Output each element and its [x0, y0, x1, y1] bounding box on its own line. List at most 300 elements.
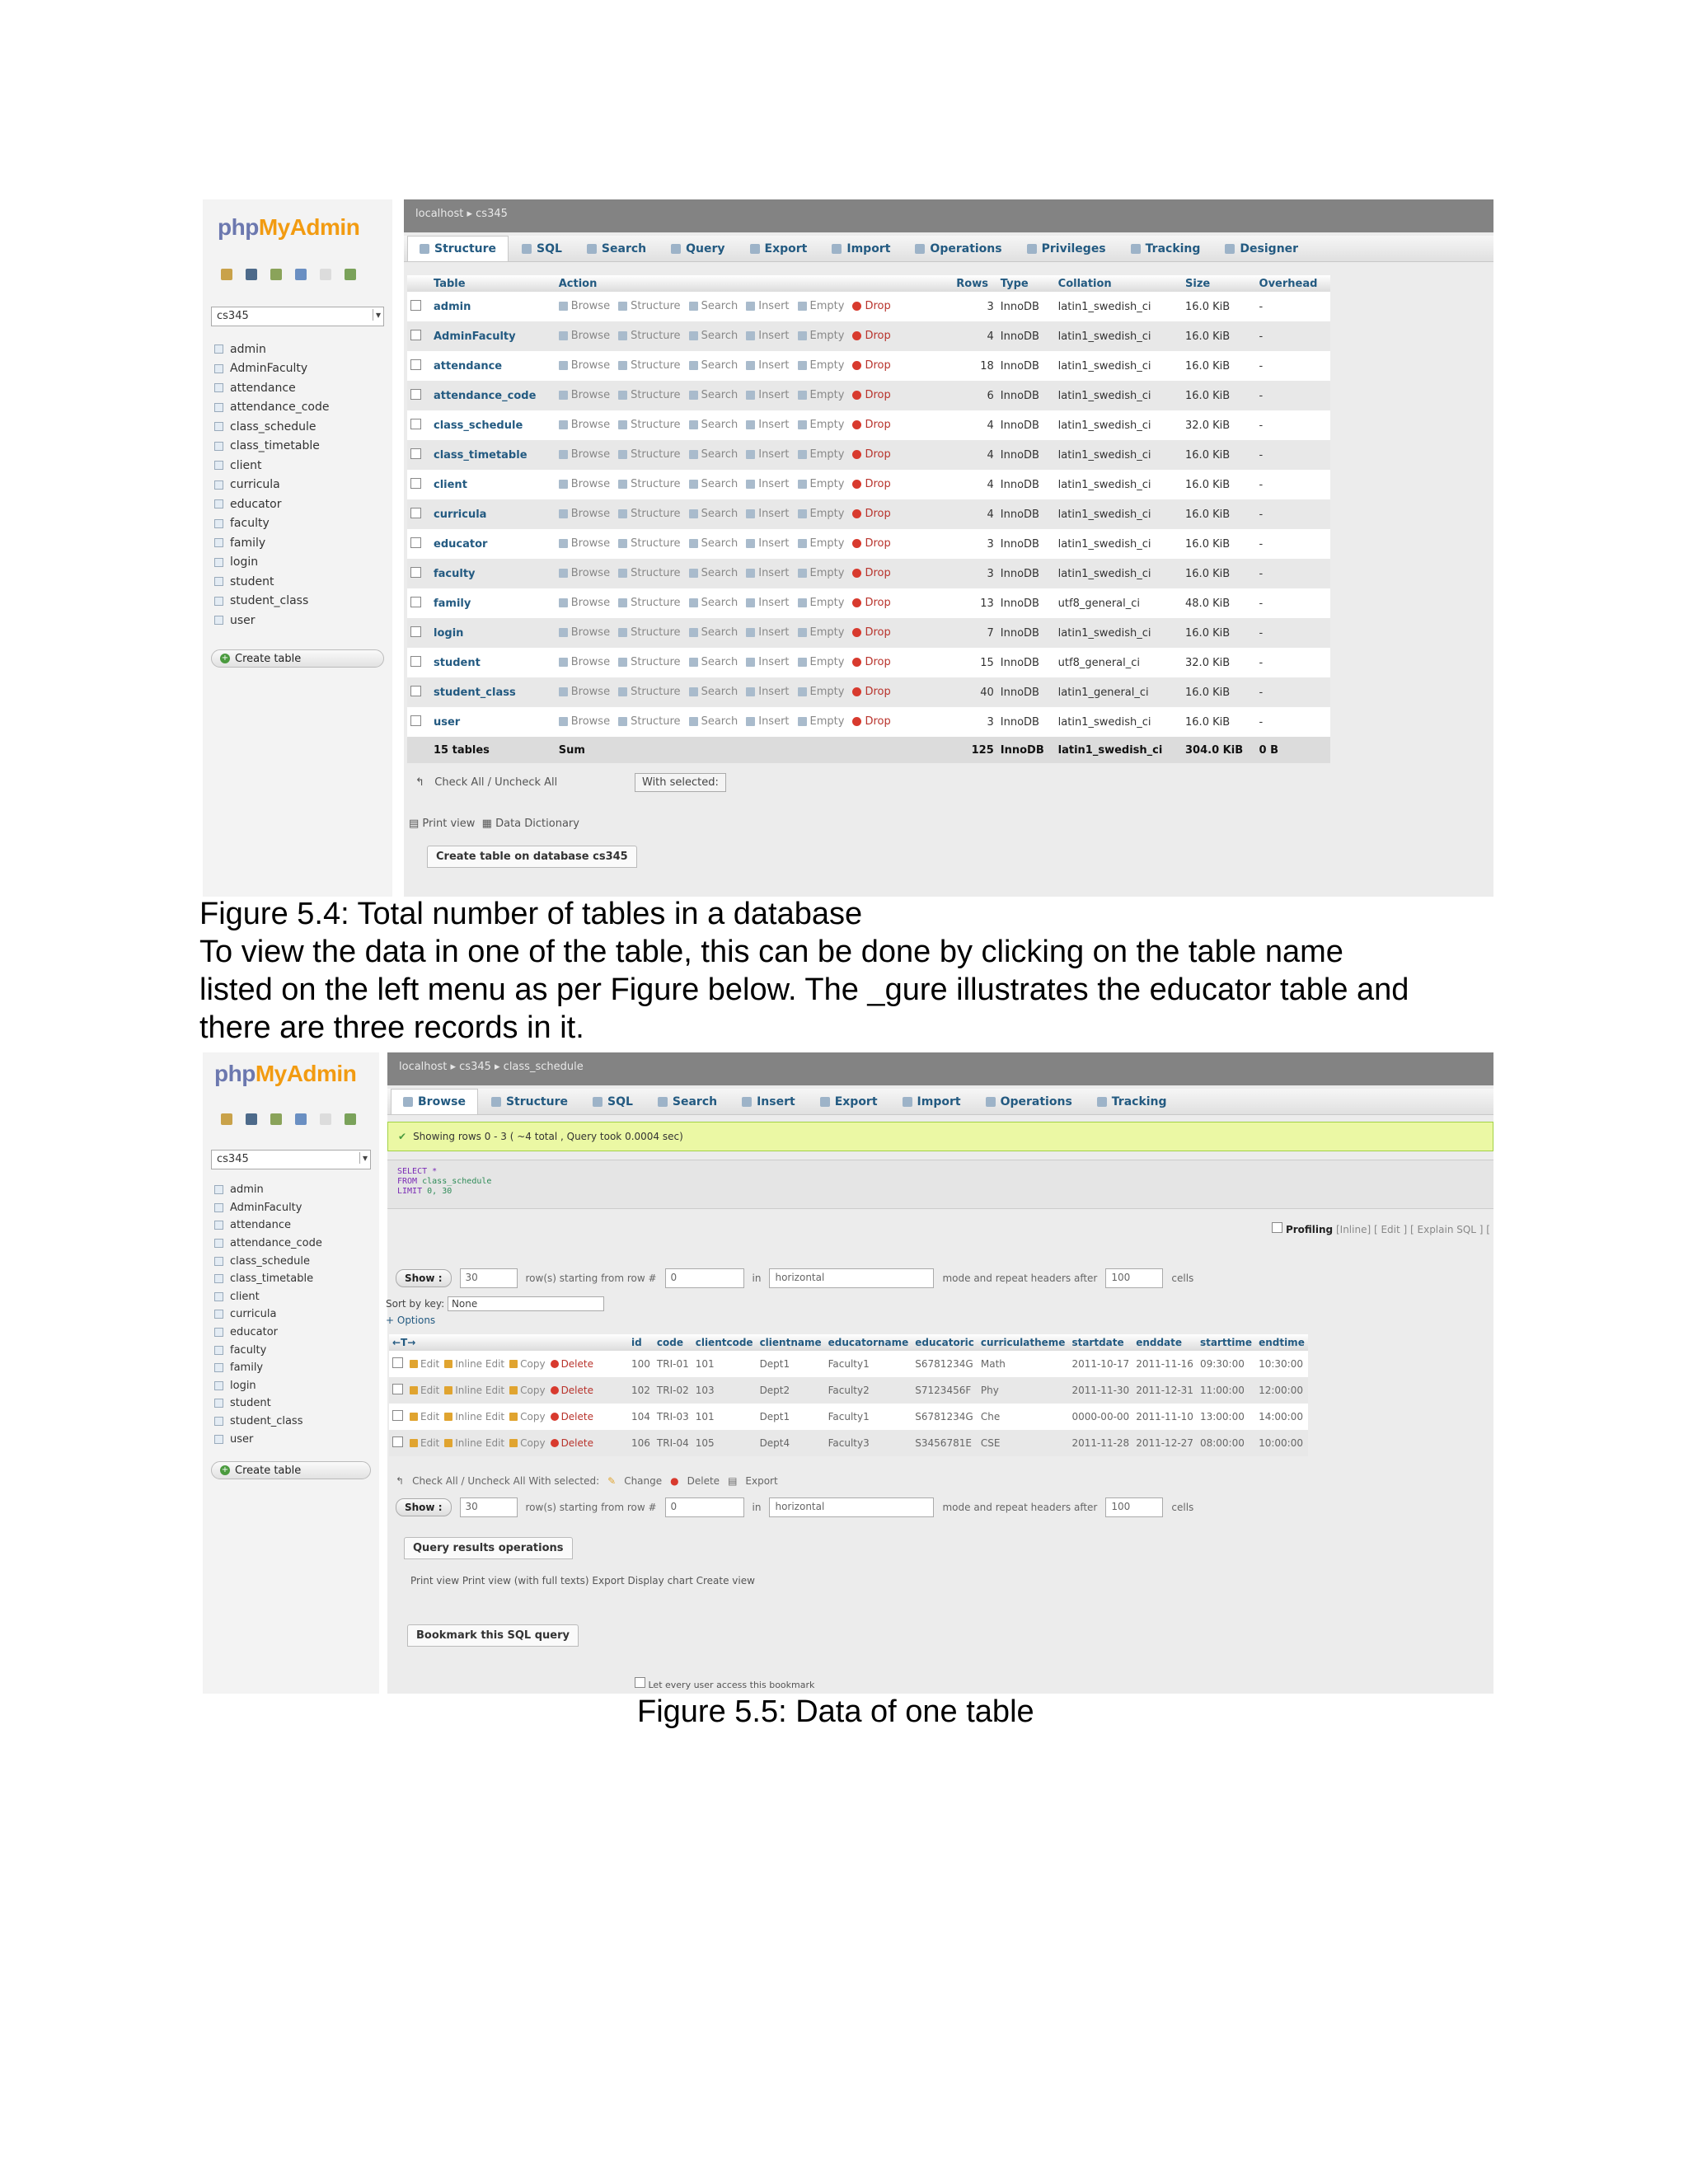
tab-designer[interactable]: Designer — [1213, 236, 1310, 261]
exit-icon[interactable] — [246, 1113, 257, 1125]
table-name-link[interactable]: user — [430, 707, 556, 737]
show-button[interactable]: Show : — [396, 1498, 452, 1516]
browse-action[interactable]: Browse — [559, 508, 610, 520]
docs-icon[interactable] — [320, 269, 331, 280]
drop-action[interactable]: Drop — [852, 626, 890, 639]
search-icon — [689, 717, 698, 726]
empty-action[interactable]: Empty — [798, 330, 845, 342]
summary-overhead: 0 B — [1256, 737, 1330, 763]
cell-startdate: 2011-10-17 — [1068, 1351, 1132, 1377]
column-header-educatoric[interactable]: educatoric — [912, 1334, 978, 1351]
column-header-educatorname[interactable]: educatorname — [825, 1334, 912, 1351]
tab-insert[interactable]: Insert — [730, 1089, 807, 1114]
copy-action[interactable]: Copy — [509, 1437, 545, 1449]
help-icon[interactable] — [295, 269, 307, 280]
browse-icon — [559, 302, 568, 311]
browse-action[interactable]: Browse — [559, 537, 610, 550]
table-icon — [214, 538, 223, 547]
check-all-link[interactable]: ↰ Check All / Uncheck All — [415, 776, 558, 789]
start-row-input[interactable]: 0 — [665, 1497, 744, 1517]
structure-action[interactable]: Structure — [618, 567, 680, 579]
insert-action[interactable]: Insert — [746, 597, 789, 609]
record-checkbox[interactable] — [392, 1357, 403, 1368]
exit-icon[interactable] — [246, 269, 257, 280]
database-select[interactable]: cs345 ▾ — [211, 1150, 371, 1169]
column-header-starttime[interactable]: starttime — [1197, 1334, 1255, 1351]
overhead: - — [1256, 529, 1330, 559]
show-button[interactable]: Show : — [396, 1269, 452, 1287]
copy-action[interactable]: Copy — [509, 1358, 545, 1370]
row-actions — [556, 381, 954, 410]
browse-action[interactable]: Browse — [559, 330, 610, 342]
table-icon — [214, 1417, 223, 1426]
browse-action[interactable]: Browse — [559, 656, 610, 668]
structure-action[interactable]: Structure — [618, 626, 680, 639]
export-link[interactable]: Export — [745, 1475, 778, 1487]
row-checkbox[interactable] — [410, 300, 421, 311]
insert-action[interactable]: Insert — [746, 537, 789, 550]
drop-action[interactable]: Drop — [852, 508, 890, 520]
column-header-size[interactable]: Size — [1182, 275, 1256, 292]
insert-action[interactable]: Insert — [746, 656, 789, 668]
breadcrumb[interactable]: localhost ▸ cs345 — [404, 199, 1493, 232]
structure-action[interactable]: Structure — [618, 508, 680, 520]
phpmyadmin-logo[interactable]: phpMyAdmin — [218, 214, 360, 240]
structure-action[interactable]: Structure — [618, 389, 680, 401]
insert-action[interactable]: Insert — [746, 626, 789, 639]
create-table-button[interactable]: + Create table — [211, 649, 384, 668]
record-row — [389, 1351, 1308, 1377]
row-checkbox[interactable] — [410, 419, 421, 429]
row-checkbox[interactable] — [410, 359, 421, 370]
empty-action[interactable]: Empty — [798, 359, 845, 372]
record-checkbox[interactable] — [392, 1410, 403, 1421]
table-name-link[interactable]: class_timetable — [430, 440, 556, 470]
row-checkbox[interactable] — [410, 715, 421, 726]
figure-5-5-screenshot — [203, 1052, 1493, 1694]
row-checkbox[interactable] — [410, 508, 421, 518]
drop-action[interactable]: Drop — [852, 656, 890, 668]
record-checkbox[interactable] — [392, 1384, 403, 1394]
browse-action[interactable]: Browse — [559, 686, 610, 698]
sidebar-item-attendance-code[interactable]: attendance_code — [214, 398, 329, 418]
drop-action[interactable]: Drop — [852, 330, 890, 342]
empty-action[interactable]: Empty — [798, 300, 845, 312]
search-action[interactable]: Search — [689, 419, 738, 431]
search-action[interactable]: Search — [689, 656, 738, 668]
column-header-action: Action — [556, 275, 954, 292]
sidebar-item-admin[interactable]: admin — [214, 1181, 322, 1199]
structure-action[interactable]: Structure — [618, 597, 680, 609]
create-table-button[interactable]: + Create table — [211, 1461, 371, 1479]
browse-action[interactable]: Browse — [559, 448, 610, 461]
structure-action[interactable]: Structure — [618, 300, 680, 312]
browse-action[interactable]: Browse — [559, 626, 610, 639]
insert-action[interactable]: Insert — [746, 419, 789, 431]
success-message: ✔ Showing rows 0 - 3 ( ~4 total , Query took 0.0004 sec) — [387, 1122, 1493, 1151]
reload-icon[interactable] — [345, 269, 356, 280]
insert-action[interactable]: Insert — [746, 567, 789, 579]
insert-action[interactable]: Insert — [746, 359, 789, 372]
with-selected-select[interactable]: With selected: — [635, 773, 726, 792]
repeat-headers-input[interactable]: 100 — [1105, 1497, 1163, 1517]
empty-icon — [798, 420, 807, 429]
inline-edit-action[interactable]: Inline Edit — [444, 1358, 504, 1370]
row-checkbox[interactable] — [410, 448, 421, 459]
structure-action[interactable]: Structure — [618, 330, 680, 342]
sidebar-item-family[interactable]: family — [214, 1359, 322, 1377]
inline-edit-action[interactable]: Inline Edit — [444, 1385, 504, 1396]
sql-links[interactable]: [Inline] [ Edit ] [ Explain SQL ] [ — [1335, 1224, 1490, 1235]
collation: latin1_swedish_ci — [1055, 529, 1182, 559]
tab-search[interactable]: Search — [575, 236, 658, 261]
empty-action[interactable]: Empty — [798, 626, 845, 639]
search-action[interactable]: Search — [689, 330, 738, 342]
options-toggle[interactable]: + Options — [386, 1315, 436, 1326]
table-name-link[interactable]: student — [430, 648, 556, 677]
cell-startdate: 0000-00-00 — [1068, 1404, 1132, 1430]
record-checkbox[interactable] — [392, 1436, 403, 1447]
sidebar-item-attendance-code[interactable]: attendance_code — [214, 1235, 322, 1253]
row-count-input[interactable]: 30 — [460, 1497, 518, 1517]
overhead: - — [1256, 559, 1330, 588]
structure-action[interactable]: Structure — [618, 537, 680, 550]
home-icon[interactable] — [221, 1113, 232, 1125]
structure-action[interactable]: Structure — [618, 686, 680, 698]
change-link[interactable]: Change — [624, 1475, 663, 1487]
drop-icon — [852, 509, 861, 518]
empty-action[interactable]: Empty — [798, 567, 845, 579]
tab-privileges[interactable]: Privileges — [1015, 236, 1118, 261]
row-checkbox[interactable] — [410, 656, 421, 667]
data-dictionary-link[interactable]: Data Dictionary — [495, 818, 579, 830]
table-name-link[interactable]: family — [430, 588, 556, 618]
row-checkbox[interactable] — [410, 597, 421, 607]
sidebar-item-educator[interactable]: educator — [214, 494, 329, 514]
sidebar-item-user[interactable]: user — [214, 1430, 322, 1448]
sidebar-item-login[interactable]: login — [214, 553, 329, 573]
print-view-link[interactable]: ▤ Print view ▦ Data Dictionary — [409, 818, 579, 830]
row-count: 7 — [953, 618, 997, 648]
record-row — [389, 1377, 1308, 1404]
sidebar-item-admin[interactable]: admin — [214, 340, 329, 359]
column-header-startdate[interactable]: startdate — [1068, 1334, 1132, 1351]
column-header-clientname[interactable]: clientname — [757, 1334, 825, 1351]
tab-operations[interactable]: Operations — [974, 1089, 1084, 1114]
reload-icon[interactable] — [345, 1113, 356, 1125]
sidebar-item-client[interactable]: client — [214, 456, 329, 476]
browse-action[interactable]: Browse — [559, 359, 610, 372]
bookmark-share-option[interactable]: Let every user access this bookmark — [635, 1677, 814, 1690]
browse-action[interactable]: Browse — [559, 419, 610, 431]
table-name-link[interactable]: curricula — [430, 499, 556, 529]
search-action[interactable]: Search — [689, 508, 738, 520]
insert-icon — [746, 361, 755, 370]
structure-action[interactable]: Structure — [618, 419, 680, 431]
sidebar-item-adminfaculty[interactable]: AdminFaculty — [214, 1199, 322, 1217]
database-select[interactable]: cs345 ▾ — [211, 307, 384, 326]
column-header-type[interactable]: Type — [997, 275, 1055, 292]
empty-action[interactable]: Empty — [798, 508, 845, 520]
tab-export[interactable]: Export — [738, 236, 819, 261]
insert-action[interactable]: Insert — [746, 448, 789, 461]
arrow-up-icon: ↰ — [415, 776, 435, 789]
table-name-link[interactable]: attendance — [430, 351, 556, 381]
collation: latin1_swedish_ci — [1055, 707, 1182, 737]
delete-action[interactable]: Delete — [551, 1411, 593, 1422]
sidebar-item-student-class[interactable]: student_class — [214, 1413, 322, 1431]
collation: latin1_swedish_ci — [1055, 559, 1182, 588]
create-table-on-database-legend[interactable]: Create table on database cs345 — [427, 846, 637, 868]
start-row-input[interactable]: 0 — [665, 1268, 744, 1288]
insert-action[interactable]: Insert — [746, 686, 789, 698]
help-icon[interactable] — [295, 1113, 307, 1125]
sidebar-item-family[interactable]: family — [214, 533, 329, 553]
browse-action[interactable]: Browse — [559, 567, 610, 579]
tab-sql[interactable]: SQL — [510, 236, 574, 261]
drop-action[interactable]: Drop — [852, 597, 890, 609]
search-action[interactable]: Search — [689, 300, 738, 312]
tab-export[interactable]: Export — [809, 1089, 889, 1114]
sql-query-icon[interactable] — [270, 269, 282, 280]
structure-action[interactable]: Structure — [618, 448, 680, 461]
sidebar-item-educator[interactable]: educator — [214, 1324, 322, 1342]
column-header-rows[interactable]: Rows — [953, 275, 997, 292]
tab-import[interactable]: Import — [891, 1089, 973, 1114]
search-action[interactable]: Search — [689, 715, 738, 728]
engine-type: InnoDB — [997, 648, 1055, 677]
sidebar-item-class-timetable[interactable]: class_timetable — [214, 1270, 322, 1288]
collation: latin1_swedish_ci — [1055, 499, 1182, 529]
cell-endtime: 10:30:00 — [1255, 1351, 1308, 1377]
drop-action[interactable]: Drop — [852, 359, 890, 372]
empty-action[interactable]: Empty — [798, 389, 845, 401]
search-action[interactable]: Search — [689, 626, 738, 639]
drop-action[interactable]: Drop — [852, 478, 890, 490]
sidebar-item-adminfaculty[interactable]: AdminFaculty — [214, 359, 329, 379]
drop-action[interactable]: Drop — [852, 537, 890, 550]
search-action[interactable]: Search — [689, 597, 738, 609]
bookmark-share-checkbox[interactable] — [635, 1677, 645, 1688]
row-checkbox[interactable] — [410, 389, 421, 400]
sidebar-item-faculty[interactable]: faculty — [214, 1341, 322, 1359]
browse-action[interactable]: Browse — [559, 300, 610, 312]
sql-query-icon[interactable] — [270, 1113, 282, 1125]
table-name-link[interactable]: class_schedule — [430, 410, 556, 440]
edit-action[interactable]: Edit — [410, 1437, 439, 1449]
dictionary-icon: ▦ — [481, 818, 496, 830]
insert-action[interactable]: Insert — [746, 389, 789, 401]
edit-action[interactable]: Edit — [410, 1358, 439, 1370]
drop-action[interactable]: Drop — [852, 567, 890, 579]
edit-action[interactable]: Edit — [410, 1385, 439, 1396]
row-checkbox[interactable] — [410, 330, 421, 340]
delete-action[interactable]: Delete — [551, 1358, 593, 1370]
insert-action[interactable]: Insert — [746, 508, 789, 520]
table-name-link[interactable]: AdminFaculty — [430, 321, 556, 351]
drop-action[interactable]: Drop — [852, 686, 890, 698]
column-header-id[interactable]: id — [628, 1334, 654, 1351]
copy-action[interactable]: Copy — [509, 1385, 545, 1396]
empty-action[interactable]: Empty — [798, 686, 845, 698]
edit-action[interactable]: Edit — [410, 1411, 439, 1422]
browse-action[interactable]: Browse — [559, 478, 610, 490]
table-name-link[interactable]: faculty — [430, 559, 556, 588]
sidebar-item-class-schedule[interactable]: class_schedule — [214, 1252, 322, 1270]
row-checkbox[interactable] — [410, 537, 421, 548]
empty-action[interactable]: Empty — [798, 537, 845, 550]
profiling-checkbox[interactable] — [1272, 1222, 1282, 1233]
sidebar-item-login[interactable]: login — [214, 1377, 322, 1395]
cell-enddate: 2011-12-31 — [1132, 1377, 1197, 1404]
sidebar-item-student-class[interactable]: student_class — [214, 592, 329, 612]
phpmyadmin-logo[interactable]: phpMyAdmin — [214, 1061, 357, 1086]
tab-operations[interactable]: Operations — [903, 236, 1013, 261]
designer-icon — [1225, 244, 1235, 254]
query-ops-links[interactable]: Print view Print view (with full texts) Export Display chart Create view — [410, 1575, 755, 1586]
column-header-curriculatheme[interactable]: curriculatheme — [978, 1334, 1069, 1351]
drop-action[interactable]: Drop — [852, 419, 890, 431]
search-action[interactable]: Search — [689, 537, 738, 550]
column-header-table[interactable]: Table — [430, 275, 556, 292]
sidebar-item-student[interactable]: student — [214, 572, 329, 592]
search-icon — [689, 361, 698, 370]
drop-action[interactable]: Drop — [852, 300, 890, 312]
delete-action[interactable]: Delete — [551, 1437, 593, 1449]
repeat-headers-input[interactable]: 100 — [1105, 1268, 1163, 1288]
inline-edit-icon — [444, 1360, 452, 1368]
row-checkbox[interactable] — [410, 478, 421, 489]
structure-action[interactable]: Structure — [618, 715, 680, 728]
tab-search[interactable]: Search — [646, 1089, 729, 1114]
search-action[interactable]: Search — [689, 567, 738, 579]
tab-tracking[interactable]: Tracking — [1085, 1089, 1179, 1114]
table-name-link[interactable]: login — [430, 618, 556, 648]
table-name-link[interactable]: client — [430, 470, 556, 499]
sidebar-item-curricula[interactable]: curricula — [214, 476, 329, 495]
tab-structure[interactable]: Structure — [407, 236, 509, 261]
insert-action[interactable]: Insert — [746, 715, 789, 728]
empty-action[interactable]: Empty — [798, 448, 845, 461]
insert-action[interactable]: Insert — [746, 330, 789, 342]
tab-sql[interactable]: SQL — [581, 1089, 645, 1114]
inline-edit-action[interactable]: Inline Edit — [444, 1437, 504, 1449]
mode-select[interactable]: horizontal — [769, 1268, 934, 1288]
check-all-link[interactable]: Check All / Uncheck All With selected: — [412, 1475, 600, 1487]
insert-icon — [746, 302, 755, 311]
sidebar-item-faculty[interactable]: faculty — [214, 514, 329, 534]
sidebar-item-attendance[interactable]: attendance — [214, 1216, 322, 1235]
cell-educatoric: S6781234G — [912, 1404, 978, 1430]
column-arrows[interactable]: ←T→ — [389, 1334, 628, 1351]
table-name-link[interactable]: attendance_code — [430, 381, 556, 410]
sidebar-item-client[interactable]: client — [214, 1288, 322, 1306]
table-name-link[interactable]: admin — [430, 292, 556, 321]
table-name-link[interactable]: student_class — [430, 677, 556, 707]
row-checkbox[interactable] — [410, 626, 421, 637]
table-name-link[interactable]: educator — [430, 529, 556, 559]
column-header-code[interactable]: code — [654, 1334, 692, 1351]
row-checkbox[interactable] — [410, 686, 421, 696]
column-header-collation[interactable]: Collation — [1055, 275, 1182, 292]
sidebar-item-user[interactable]: user — [214, 611, 329, 630]
breadcrumb[interactable]: localhost ▸ cs345 ▸ class_schedule — [387, 1052, 1493, 1085]
drop-action[interactable]: Drop — [852, 715, 890, 728]
column-header-clientcode[interactable]: clientcode — [692, 1334, 757, 1351]
sidebar-item-curricula[interactable]: curricula — [214, 1305, 322, 1324]
table-icon — [214, 461, 223, 470]
sidebar-item-student[interactable]: student — [214, 1394, 322, 1413]
search-action[interactable]: Search — [689, 389, 738, 401]
navigation-row-top: Show : 30 row(s) starting from row # 0 in horizontal mode and repeat headers after 100 cells — [396, 1267, 1485, 1290]
cell-enddate: 2011-11-10 — [1132, 1404, 1197, 1430]
table-icon — [214, 577, 223, 586]
delete-action[interactable]: Delete — [551, 1385, 593, 1396]
sidebar-item-class-schedule[interactable]: class_schedule — [214, 417, 329, 437]
browse-action[interactable]: Browse — [559, 715, 610, 728]
inline-edit-action[interactable]: Inline Edit — [444, 1411, 504, 1422]
structure-action[interactable]: Structure — [618, 359, 680, 372]
home-icon[interactable] — [221, 269, 232, 280]
row-checkbox[interactable] — [410, 567, 421, 578]
sidebar-item-class-timetable[interactable]: class_timetable — [214, 437, 329, 457]
browse-action[interactable]: Browse — [559, 597, 610, 609]
empty-action[interactable]: Empty — [798, 597, 845, 609]
copy-action[interactable]: Copy — [509, 1411, 545, 1422]
search-action[interactable]: Search — [689, 448, 738, 461]
insert-action[interactable]: Insert — [746, 478, 789, 490]
structure-action[interactable]: Structure — [618, 656, 680, 668]
mode-select[interactable]: horizontal — [769, 1497, 934, 1517]
sidebar-item-attendance[interactable]: attendance — [214, 378, 329, 398]
column-header-enddate[interactable]: enddate — [1132, 1334, 1197, 1351]
sort-key-select[interactable]: None — [448, 1296, 604, 1311]
tab-browse[interactable]: Browse — [391, 1089, 478, 1114]
insert-action[interactable]: Insert — [746, 300, 789, 312]
structure-icon — [618, 480, 627, 489]
empty-action[interactable]: Empty — [798, 656, 845, 668]
tab-query[interactable]: Query — [659, 236, 736, 261]
table-icon — [214, 1203, 223, 1212]
column-header-endtime[interactable]: endtime — [1255, 1334, 1308, 1351]
structure-action[interactable]: Structure — [618, 478, 680, 490]
cell-code: TRI-01 — [654, 1351, 692, 1377]
drop-action[interactable]: Drop — [852, 448, 890, 461]
docs-icon[interactable] — [320, 1113, 331, 1125]
tab-tracking[interactable]: Tracking — [1119, 236, 1212, 261]
tab-structure[interactable]: Structure — [480, 1089, 579, 1114]
empty-action[interactable]: Empty — [798, 419, 845, 431]
column-header-overhead[interactable]: Overhead — [1256, 275, 1330, 292]
tab-import[interactable]: Import — [820, 236, 902, 261]
cell-clientcode: 101 — [692, 1404, 757, 1430]
table-icon — [214, 383, 223, 392]
empty-action[interactable]: Empty — [798, 715, 845, 728]
engine-type: InnoDB — [997, 499, 1055, 529]
row-count-input[interactable]: 30 — [460, 1268, 518, 1288]
table-row — [407, 618, 1330, 648]
cell-clientname: Dept1 — [757, 1404, 825, 1430]
drop-action[interactable]: Drop — [852, 389, 890, 401]
browse-action[interactable]: Browse — [559, 389, 610, 401]
search-action[interactable]: Search — [689, 478, 738, 490]
search-action[interactable]: Search — [689, 686, 738, 698]
empty-action[interactable]: Empty — [798, 478, 845, 490]
search-action[interactable]: Search — [689, 359, 738, 372]
row-count: 3 — [953, 292, 997, 321]
row-actions — [556, 440, 954, 470]
delete-link[interactable]: Delete — [687, 1475, 720, 1487]
